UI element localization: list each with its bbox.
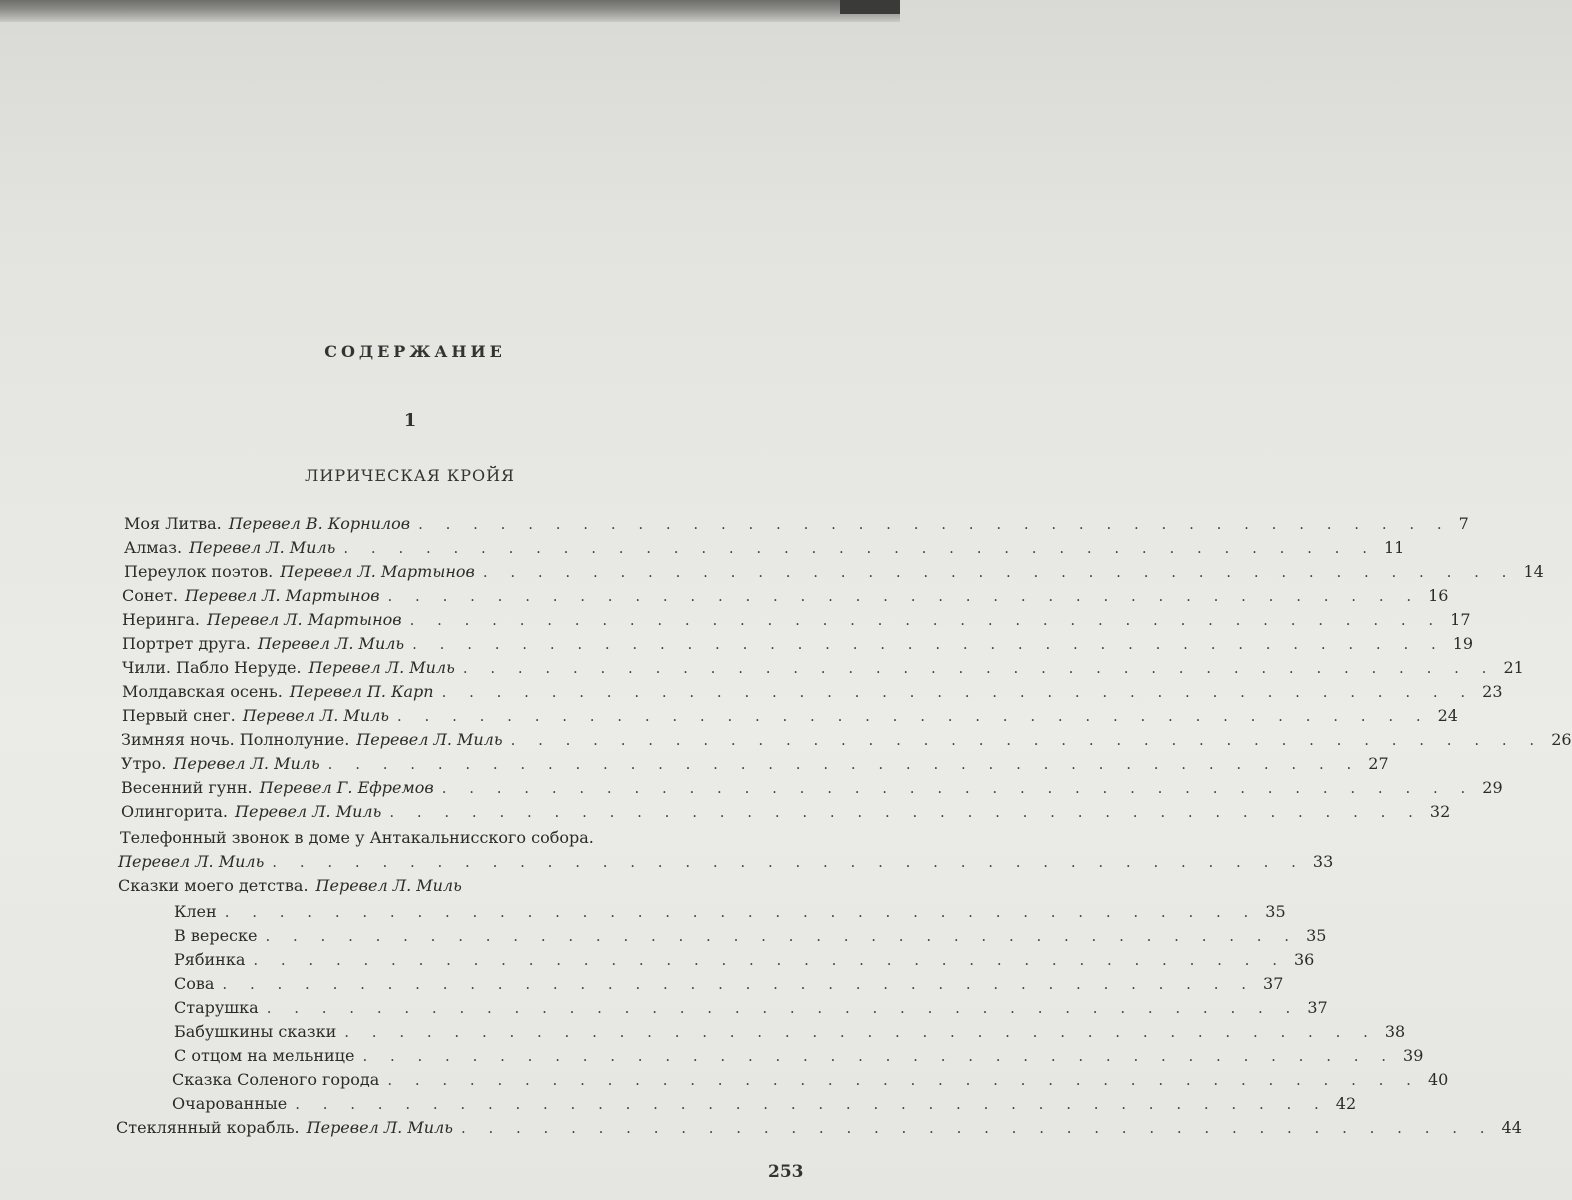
entry-translator: Перевел П. Карп	[289, 682, 434, 701]
entry-translator: Перевел Л. Миль	[173, 754, 320, 773]
entry-page: 23	[1482, 682, 1503, 701]
entry-title: Рябинка	[174, 950, 246, 969]
toc-entry	[174, 974, 1284, 998]
dot-leader: . . . . . . . . . . . . . . . . . . . . . . . . . . . . . . . . . . . . . .	[482, 563, 1516, 581]
entry-title: Сказки моего детства.	[118, 876, 309, 895]
entry-title: Телефонный звонок в доме у Антакальнисского собора.	[120, 828, 594, 847]
entry-page: 37	[1307, 998, 1328, 1017]
page-edge	[0, 0, 900, 22]
toc-entry	[124, 538, 1405, 562]
entry-page: 42	[1335, 1094, 1357, 1113]
toc-entry	[118, 852, 1334, 876]
entry-page: 39	[1403, 1046, 1424, 1065]
entry-translator: Перевел Л. Мартынов	[280, 562, 475, 581]
toc-entry	[174, 998, 1328, 1022]
contents-heading: СОДЕРЖАНИЕ	[324, 342, 506, 361]
toc-entry	[118, 876, 690, 900]
entry-translator: Перевел Л. Миль	[306, 1118, 453, 1137]
section-number: 1	[403, 410, 417, 431]
entry-title: Первый снег.	[122, 706, 236, 725]
entry-translator: Перевел Л. Миль	[189, 538, 336, 557]
entry-page: 27	[1368, 754, 1389, 773]
entry-translator: Перевел Г. Ефремов	[259, 778, 434, 797]
toc-entry	[122, 658, 1524, 682]
dot-leader: . . . . . . . . . . . . . . . . . . . . . . . . . . . . . . . . . . . . . .	[224, 903, 1258, 921]
entry-translator: Перевел Л. Миль	[257, 634, 405, 653]
dot-leader: . . . . . . . . . . . . . . . . . . . . . . . . . . . . . . . . . . . . . .	[344, 1023, 1377, 1041]
toc-entry	[120, 828, 690, 852]
entry-title: В вереске	[174, 926, 258, 945]
entry-title: Чили. Пабло Неруде.	[122, 658, 302, 677]
toc-entry	[174, 902, 1286, 926]
entry-translator: Перевел Л. Миль	[242, 706, 390, 725]
dot-leader: . . . . . . . . . . . . . . . . . . . . . . . . . . . . . . . . . . . . . .	[295, 1095, 1328, 1113]
entry-page: 7	[1458, 514, 1469, 533]
dot-leader: . . . . . . . . . . . . . . . . . . . . . . . . . . . . . . . . . . . . . .	[418, 515, 1451, 533]
dot-leader: . . . . . . . . . . . . . . . . . . . . . . . . . . . . . . . . . . . . . .	[272, 853, 1305, 871]
dot-leader: . . . . . . . . . . . . . . . . . . . . . . . . . . . . . . . . . . . . . .	[266, 999, 1300, 1017]
toc-entry	[121, 802, 1451, 826]
entry-page: 14	[1523, 562, 1544, 581]
dot-leader: . . . . . . . . . . . . . . . . . . . . . . . . . . . . . . . . . . . . . .	[387, 587, 1421, 605]
entry-title: Моя Литва.	[124, 514, 222, 533]
entry-translator: Перевел Л. Миль	[118, 852, 265, 871]
entry-page: 44	[1501, 1118, 1522, 1137]
entry-page: 32	[1429, 802, 1451, 821]
entry-translator: Перевел Л. Мартынов	[184, 586, 380, 605]
entry-title: Бабушкины сказки	[174, 1022, 337, 1041]
entry-page: 33	[1312, 852, 1334, 871]
entry-page: 29	[1482, 778, 1503, 797]
entry-title: Очарованные	[172, 1094, 288, 1113]
entry-title: Олингорита.	[121, 802, 229, 821]
toc-entry	[122, 634, 1474, 658]
entry-page: 11	[1383, 538, 1405, 557]
toc-entry	[124, 514, 1469, 538]
dot-leader: . . . . . . . . . . . . . . . . . . . . . . . . . . . . . . . . . . . . . .	[389, 803, 1422, 821]
toc-entry	[174, 1022, 1406, 1046]
entry-title: Сонет.	[122, 586, 178, 605]
dot-leader: . . . . . . . . . . . . . . . . . . . . . . . . . . . . . . . . . . . . . .	[462, 659, 1496, 677]
entry-translator: Перевел Л. Мартынов	[207, 610, 402, 629]
entry-title: Утро.	[121, 754, 167, 773]
toc-entry	[122, 586, 1449, 610]
entry-title: Сова	[174, 974, 215, 993]
entry-translator: Перевел Л. Миль	[315, 876, 462, 895]
book-cover-corner	[840, 0, 900, 14]
entry-translator: Перевел Л. Миль	[356, 730, 503, 749]
entry-page: 40	[1427, 1070, 1449, 1089]
entry-title: Сказка Соленого города	[172, 1070, 380, 1089]
entry-title: Портрет друга.	[122, 634, 251, 653]
section-title: ЛИРИЧЕСКАЯ КРОЙЯ	[305, 466, 515, 485]
toc-entry	[124, 562, 1544, 586]
toc-entry	[121, 754, 1389, 778]
toc-entry	[121, 730, 1572, 754]
dot-leader: . . . . . . . . . . . . . . . . . . . . . . . . . . . . . . . . . . . . . .	[441, 683, 1475, 701]
toc-entry	[122, 682, 1503, 706]
entry-page: 35	[1265, 902, 1286, 921]
dot-leader: . . . . . . . . . . . . . . . . . . . . . . . . . . . . . . . . . . . . . .	[362, 1047, 1396, 1065]
dot-leader: . . . . . . . . . . . . . . . . . . . . . . . . . . . . . . . . . . . . . .	[397, 707, 1430, 725]
entry-title: Стеклянный корабль.	[116, 1118, 300, 1137]
entry-translator: Перевел Л. Миль	[235, 802, 382, 821]
dot-leader: . . . . . . . . . . . . . . . . . . . . . . . . . . . . . . . . . . . . . .	[253, 951, 1286, 969]
entry-translator: Перевел В. Корнилов	[228, 514, 411, 533]
toc-entry	[116, 1118, 1522, 1142]
entry-translator: Перевел Л. Миль	[308, 658, 455, 677]
entry-page: 26	[1551, 730, 1572, 749]
entry-title: Старушка	[174, 998, 259, 1017]
toc-entry	[174, 1046, 1424, 1070]
toc-entry	[172, 1070, 1449, 1094]
entry-title: Зимняя ночь. Полнолуние.	[121, 730, 350, 749]
entry-page: 19	[1452, 634, 1474, 653]
entry-page: 35	[1306, 926, 1327, 945]
toc-entry	[174, 926, 1327, 950]
entry-page: 17	[1450, 610, 1471, 629]
entry-title: Молдавская осень.	[122, 682, 283, 701]
entry-page: 16	[1428, 586, 1449, 605]
dot-leader: . . . . . . . . . . . . . . . . . . . . . . . . . . . . . . . . . . . . . .	[510, 731, 1544, 749]
entry-page: 36	[1293, 950, 1315, 969]
toc-entry	[172, 1094, 1357, 1118]
dot-leader: . . . . . . . . . . . . . . . . . . . . . . . . . . . . . . . . . . . . . .	[409, 611, 1443, 629]
entry-title: Клен	[174, 902, 217, 921]
dot-leader: . . . . . . . . . . . . . . . . . . . . . . . . . . . . . . . . . . . . . .	[441, 779, 1475, 797]
entry-page: 21	[1503, 658, 1524, 677]
dot-leader: . . . . . . . . . . . . . . . . . . . . . . . . . . . . . . . . . . . . . .	[412, 635, 1445, 653]
entry-title: Неринга.	[122, 610, 200, 629]
entry-title: Переулок поэтов.	[124, 562, 274, 581]
entry-title: С отцом на мельнице	[174, 1046, 355, 1065]
entry-page: 38	[1384, 1022, 1406, 1041]
toc-entry	[121, 778, 1503, 802]
page-number: 253	[768, 1162, 804, 1182]
entry-title: Весенний гунн.	[121, 778, 253, 797]
entry-page: 37	[1263, 974, 1284, 993]
entry-title: Алмаз.	[124, 538, 183, 557]
toc-entry	[122, 610, 1471, 634]
dot-leader: . . . . . . . . . . . . . . . . . . . . . . . . . . . . . . . . . . . . . .	[387, 1071, 1420, 1089]
dot-leader: . . . . . . . . . . . . . . . . . . . . . . . . . . . . . . . . . . . . . .	[327, 755, 1361, 773]
entry-page: 24	[1437, 706, 1458, 725]
toc-entry	[122, 706, 1458, 730]
dot-leader: . . . . . . . . . . . . . . . . . . . . . . . . . . . . . . . . . . . . . .	[460, 1119, 1494, 1137]
dot-leader: . . . . . . . . . . . . . . . . . . . . . . . . . . . . . . . . . . . . . .	[343, 539, 1376, 557]
toc-entry	[174, 950, 1315, 974]
dot-leader: . . . . . . . . . . . . . . . . . . . . . . . . . . . . . . . . . . . . . .	[265, 927, 1299, 945]
dot-leader: . . . . . . . . . . . . . . . . . . . . . . . . . . . . . . . . . . . . . .	[222, 975, 1256, 993]
